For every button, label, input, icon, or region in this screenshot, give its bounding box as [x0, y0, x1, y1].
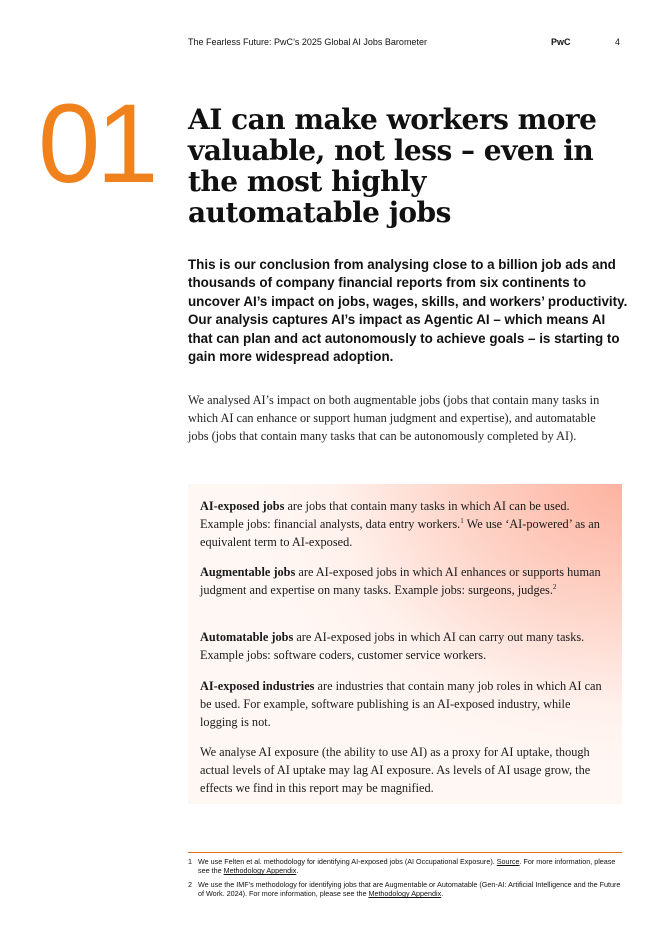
definition-text: are AI-exposed jobs in which AI enhances or supports human judgment and expertise on many tasks. Example jobs: surgeons, judges. — [200, 565, 601, 597]
definition-term: AI-exposed industries — [200, 679, 315, 693]
definition-term: Automatable jobs — [200, 630, 294, 644]
definition-automatable-jobs — [200, 628, 610, 664]
footnote-divider — [188, 852, 622, 853]
definition-term: Augmentable jobs — [200, 565, 296, 579]
definition-ai-exposed-industries — [200, 677, 610, 731]
footnote-text: We use Felten et al. methodology for identifying AI-exposed jobs (AI Occupational Exposure). — [198, 857, 497, 866]
footnote-number: 1 — [188, 857, 192, 866]
definition-ai-exposed-jobs — [200, 497, 610, 551]
footnote-1 — [188, 857, 622, 876]
source-link[interactable]: Source — [496, 857, 520, 866]
definition-text: We use ‘AI-powered’ as an equivalent term to AI-exposed. — [200, 517, 600, 549]
definition-text: are AI-exposed jobs in which AI can carry out many tasks. Example jobs: software coders, customer service workers. — [200, 630, 585, 662]
definition-term: AI-exposed jobs — [200, 499, 285, 513]
intro-paragraph: We analysed AI’s impact on both augmentable jobs (jobs that contain many tasks in which AI can enhance or support human judgment and expertise), and automatable jobs (jobs that contain many tasks that can be autonomously completed by AI). — [188, 393, 600, 443]
definition-augmentable-jobs — [200, 563, 610, 599]
footnote-ref-2[interactable]: 2 — [552, 582, 557, 591]
methodology-appendix-link[interactable]: Methodology Appendix — [368, 889, 442, 899]
footnote-text: . — [296, 866, 299, 876]
footnote-text: We use the IMF’s methodology for identifying jobs that are Augmentable or Automatable (Gen-AI: Artificial Intelligence and the Future of Work. 2024). For more information, please see the — [198, 880, 621, 899]
methodology-appendix-link[interactable]: Methodology Appendix — [223, 866, 297, 876]
chapter-title: AI can make workers more valuable, not less – even in the most highly automatable jobs — [188, 103, 597, 229]
brand-name: PwC — [551, 37, 571, 47]
footnote-number: 2 — [188, 880, 192, 889]
footnote-2 — [188, 880, 622, 899]
chapter-number: 01 — [38, 81, 155, 206]
footnote-text: . For more information, please see the — [198, 857, 616, 876]
running-header-title: The Fearless Future: PwC’s 2025 Global AI Jobs Barometer — [188, 37, 427, 47]
footnote-text: . — [441, 889, 444, 899]
footnote-ref-1[interactable]: 1 — [460, 516, 464, 525]
exposure-proxy-note: We analyse AI exposure (the ability to use AI) as a proxy for AI uptake, though actual levels of AI uptake may lag AI exposure. As levels of AI usage grow, the effects we find in this report may be magnified. — [200, 745, 591, 795]
lead-paragraph: This is our conclusion from analysing close to a billion job ads and thousands of company financial reports from six continents to uncover AI’s impact on jobs, wages, skills, and workers’ productivity. Our analysis captures AI’s impact as Agentic AI – which means AI that can plan and act autonomously to achieve goals – is starting to gain more widespread adoption. — [188, 257, 628, 365]
page-number: 4 — [615, 37, 621, 47]
definition-text: are industries that contain many job roles in which AI can be used. For example, software publishing is an AI-exposed industry, while logging is not. — [200, 679, 602, 729]
definition-text: are jobs that contain many tasks in which AI can be used. Example jobs: financial analysts, data entry workers. — [200, 499, 570, 531]
